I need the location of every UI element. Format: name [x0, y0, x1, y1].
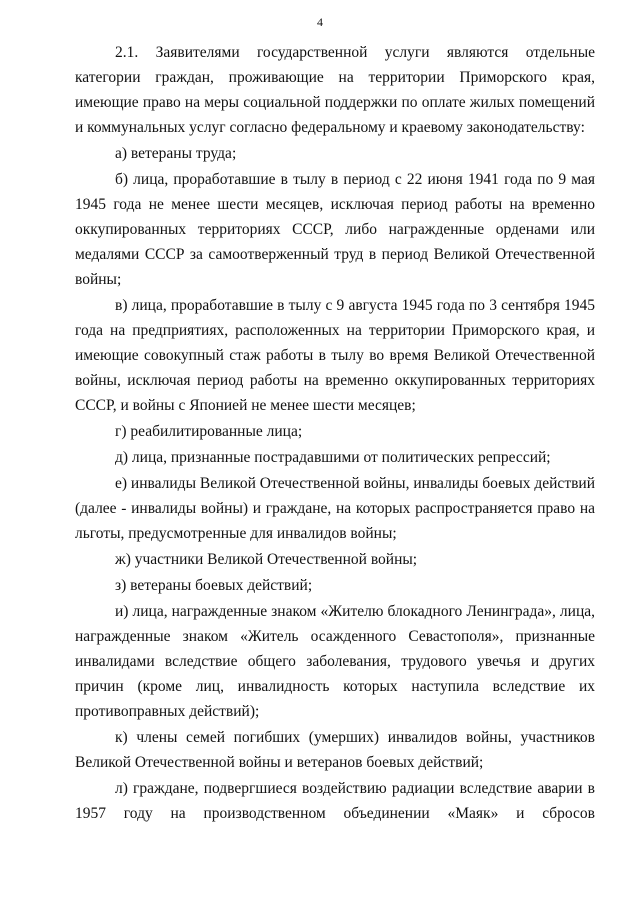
paragraph-item-e: е) инвалиды Великой Отечественной войны, инвалиды боевых действий (далее - инвалиды войны) и граждане, на которых распространяется право на льготы, предусмотренные для инвалидов войны;: [75, 475, 595, 542]
paragraph-item-b: б) лица, проработавшие в тылу в период с 22 июня 1941 года по 9 мая 1945 года не менее шести месяцев, исключая период работы на временно оккупированных территориях СССР, либо награжденные орденами или медалями СССР за самоотверженный труд в период Великой Отечественной войны;: [75, 171, 595, 288]
paragraph-item-g: г) реабилитированные лица;: [115, 423, 303, 440]
paragraph-item-k: к) члены семей погибших (умерших) инвалидов войны, участников Великой Отечественной войны и ветеранов боевых действий;: [75, 729, 595, 771]
paragraph-item-i: и) лица, награжденные знаком «Жителю блокадного Ленинграда», лица, награжденные знаком «Житель осажденного Севастополя», признанные инвалидами вследствие общего заболевания, трудового увечья и других причин (кроме лиц, инвалидность которых наступила вследствие их противоправных действий);: [75, 603, 595, 720]
paragraph-item-a: а) ветераны труда;: [115, 145, 237, 162]
paragraph-applicants: 2.1. Заявителями государственной услуги являются отдельные категории граждан, проживающие на территории Приморского края, имеющие право на меры социальной поддержки по оплате жилых помещений и коммунальных услуг согласно федеральному и краевому законодательству:: [75, 44, 595, 136]
paragraph-item-d: д) лица, признанные пострадавшими от политических репрессий;: [115, 449, 551, 466]
paragraph-item-z: з) ветераны боевых действий;: [115, 577, 313, 594]
paragraph-item-l: л) граждане, подвергшиеся воздействию радиации вследствие аварии в 1957 году на производственном объединении «Маяк» и сбросов: [75, 780, 595, 822]
paragraph-item-v: в) лица, проработавшие в тылу с 9 августа 1945 года по 3 сентября 1945 года на предприятиях, расположенных на территории Приморского края, и имеющие совокупный стаж работы в тылу во время Великой Отечественной войны, исключая период работы на временно оккупированных территориях СССР, и войны с Японией не менее шести месяцев;: [75, 297, 595, 414]
document-body: [75, 40, 595, 827]
page-number: 4: [317, 15, 323, 29]
paragraph-item-zh: ж) участники Великой Отечественной войны;: [115, 551, 418, 568]
